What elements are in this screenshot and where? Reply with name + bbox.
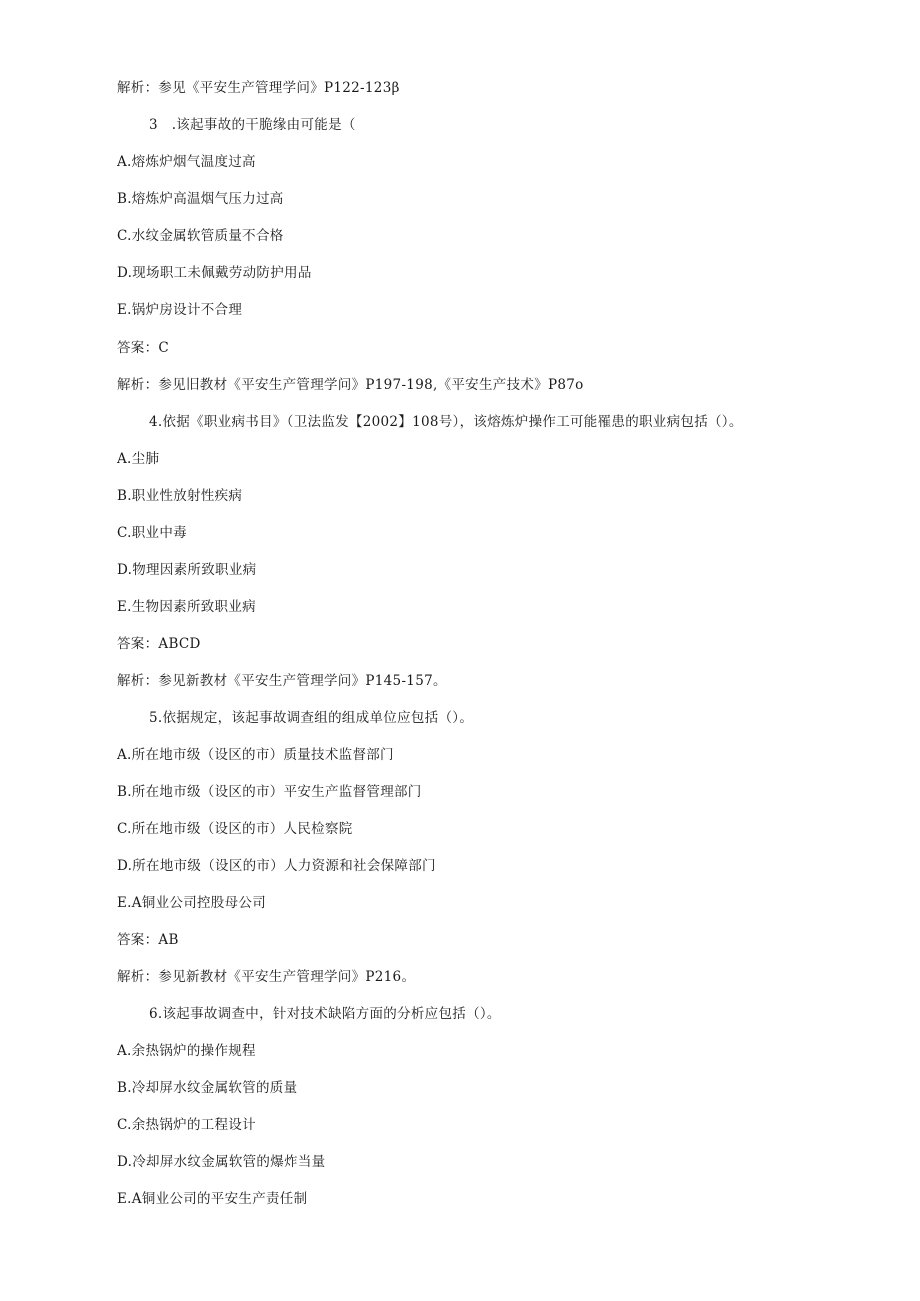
option-d: D.所在地市级（设区的市）人力资源和社会保障部门 bbox=[117, 858, 436, 874]
option-a: A.所在地市级（设区的市）质量技术监督部门 bbox=[117, 747, 394, 763]
option-a: A.熔炼炉烟气温度过高 bbox=[117, 154, 256, 170]
option-e: E.生物因素所致职业病 bbox=[117, 599, 256, 615]
question-5: 5.依据规定，该起事故调查组的组成单位应包括（）。 bbox=[149, 710, 474, 726]
option-d: D.冷却屏水纹金属软管的爆炸当量 bbox=[117, 1154, 326, 1170]
question-3: 3 .该起事故的干脆缘由可能是（ bbox=[149, 117, 356, 133]
option-b: B.职业性放射性疾病 bbox=[117, 488, 243, 504]
question-4: 4.依据《职业病书目》（卫法监发【2002】108号），该熔炼炉操作工可能罹患的职业病包括（）。 bbox=[149, 414, 743, 430]
option-b: B.所在地市级（设区的市）平安生产监督管理部门 bbox=[117, 784, 422, 800]
explanation-line: 解析：参见旧教材《平安生产管理学问》P197-198,《平安生产技术》P87o bbox=[117, 377, 584, 393]
explanation-line: 解析：参见《平安生产管理学问》P122-123β bbox=[117, 80, 400, 96]
explanation-line: 解析：参见新教材《平安生产管理学问》P145-157。 bbox=[117, 673, 447, 689]
option-e: E.A铜业公司的平安生产责任制 bbox=[117, 1191, 308, 1207]
option-b: B.熔炼炉高温烟气压力过高 bbox=[117, 191, 284, 207]
option-a: A.余热锅炉的操作规程 bbox=[117, 1043, 256, 1059]
answer-line: 答案：AB bbox=[117, 932, 179, 948]
option-c: C.所在地市级（设区的市）人民检察院 bbox=[117, 821, 353, 837]
option-c: C.余热锅炉的工程设计 bbox=[117, 1117, 256, 1133]
option-a: A.尘肺 bbox=[117, 451, 160, 467]
explanation-line: 解析：参见新教材《平安生产管理学问》P216。 bbox=[117, 969, 416, 985]
option-d: D.现场职工未佩戴劳动防护用品 bbox=[117, 265, 312, 281]
option-e: E.锅炉房设计不合理 bbox=[117, 302, 243, 318]
option-d: D.物理因素所致职业病 bbox=[117, 562, 257, 578]
option-b: B.冷却屏水纹金属软管的质量 bbox=[117, 1080, 298, 1096]
question-6: 6.该起事故调查中，针对技术缺陷方面的分析应包括（）。 bbox=[149, 1006, 501, 1022]
answer-line: 答案：ABCD bbox=[117, 636, 201, 652]
option-c: C.水纹金属软管质量不合格 bbox=[117, 228, 284, 244]
option-e: E.A铜业公司控股母公司 bbox=[117, 895, 266, 911]
answer-line: 答案：C bbox=[117, 340, 170, 356]
option-c: C.职业中毒 bbox=[117, 525, 187, 541]
